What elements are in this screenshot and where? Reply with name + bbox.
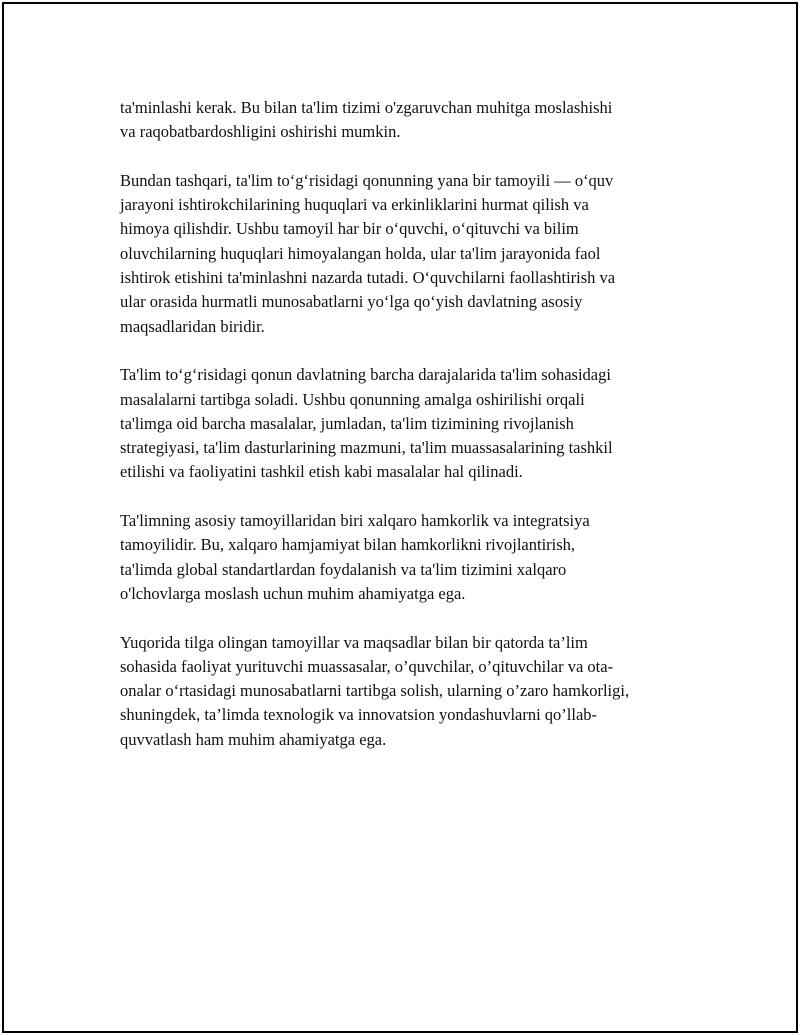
text-line: Ta'lim to‘g‘risidagi qonun davlatning barcha darajalarida ta'lim sohasidagi: [120, 365, 611, 385]
text-line: sohasida faoliyat yurituvchi muassasalar, o’quvchilar, o’qituvchilar va ota-: [120, 656, 614, 676]
text-line: quvvatlash ham muhim ahamiyatga ega.: [120, 729, 387, 749]
text-line: ular orasida hurmatli munosabatlarni yo‘lga qo‘yish davlatning asosiy: [120, 292, 583, 312]
text-line: o'lchovlarga moslash uchun muhim ahamiyatga ega.: [120, 583, 466, 603]
text-line: maqsadlaridan biridir.: [120, 316, 265, 336]
text-line: shuningdek, ta’limda texnologik va innovatsion yondashuvlarni qo’llab-: [120, 705, 598, 725]
text-line: etilishi va faoliyatini tashkil etish kabi masalalar hal qilinadi.: [120, 462, 523, 482]
text-line: himoya qilishdir. Ushbu tamoyil har bir o‘quvchi, o‘qituvchi va bilim: [120, 219, 579, 239]
text-line: Bundan tashqari, ta'lim to‘g‘risidagi qonunning yana bir tamoyili — o‘quv: [120, 170, 614, 190]
paragraph: [120, 509, 700, 606]
page-frame: [2, 2, 798, 1033]
text-line: tamoyilidir. Bu, xalqaro hamjamiyat bilan hamkorlikni rivojlantirish,: [120, 535, 576, 555]
text-line: ta'limga oid barcha masalalar, jumladan, ta'lim tizimining rivojlanish: [120, 413, 574, 433]
text-line: ta'limda global standartlardan foydalanish va ta'lim tizimini xalqaro: [120, 559, 567, 579]
text-line: oluvchilarning huquqlari himoyalangan holda, ular ta'lim jarayonida faol: [120, 243, 601, 263]
text-line: Ta'limning asosiy tamoyillaridan biri xalqaro hamkorlik va integratsiya: [120, 511, 590, 531]
text-line: va raqobatbardoshligini oshirishi mumkin.: [120, 122, 401, 142]
paragraph: [120, 96, 700, 145]
paragraph: [120, 363, 700, 484]
paragraph: [120, 169, 700, 339]
text-line: Yuqorida tilga olingan tamoyillar va maqsadlar bilan bir qatorda ta’lim: [120, 632, 588, 652]
text-line: onalar o‘rtasidagi munosabatlarni tartibga solish, ularning o’zaro hamkorligi,: [120, 681, 630, 701]
text-line: jarayoni ishtirokchilarining huquqlari va erkinliklarini hurmat qilish va: [120, 195, 589, 215]
text-line: strategiyasi, ta'lim dasturlarining mazmuni, ta'lim muassasalarining tashkil: [120, 438, 613, 458]
paragraph: [120, 631, 700, 752]
text-line: ishtirok etishini ta'minlashni nazarda tutadi. O‘quvchilarni faollashtirish va: [120, 268, 616, 288]
text-line: ta'minlashi kerak. Bu bilan ta'lim tizimi o'zgaruvchan muhitga moslashishi: [120, 98, 613, 117]
text-line: masalalarni tartibga soladi. Ushbu qonunning amalga oshirilishi orqali: [120, 389, 585, 409]
document-body: [120, 96, 700, 776]
